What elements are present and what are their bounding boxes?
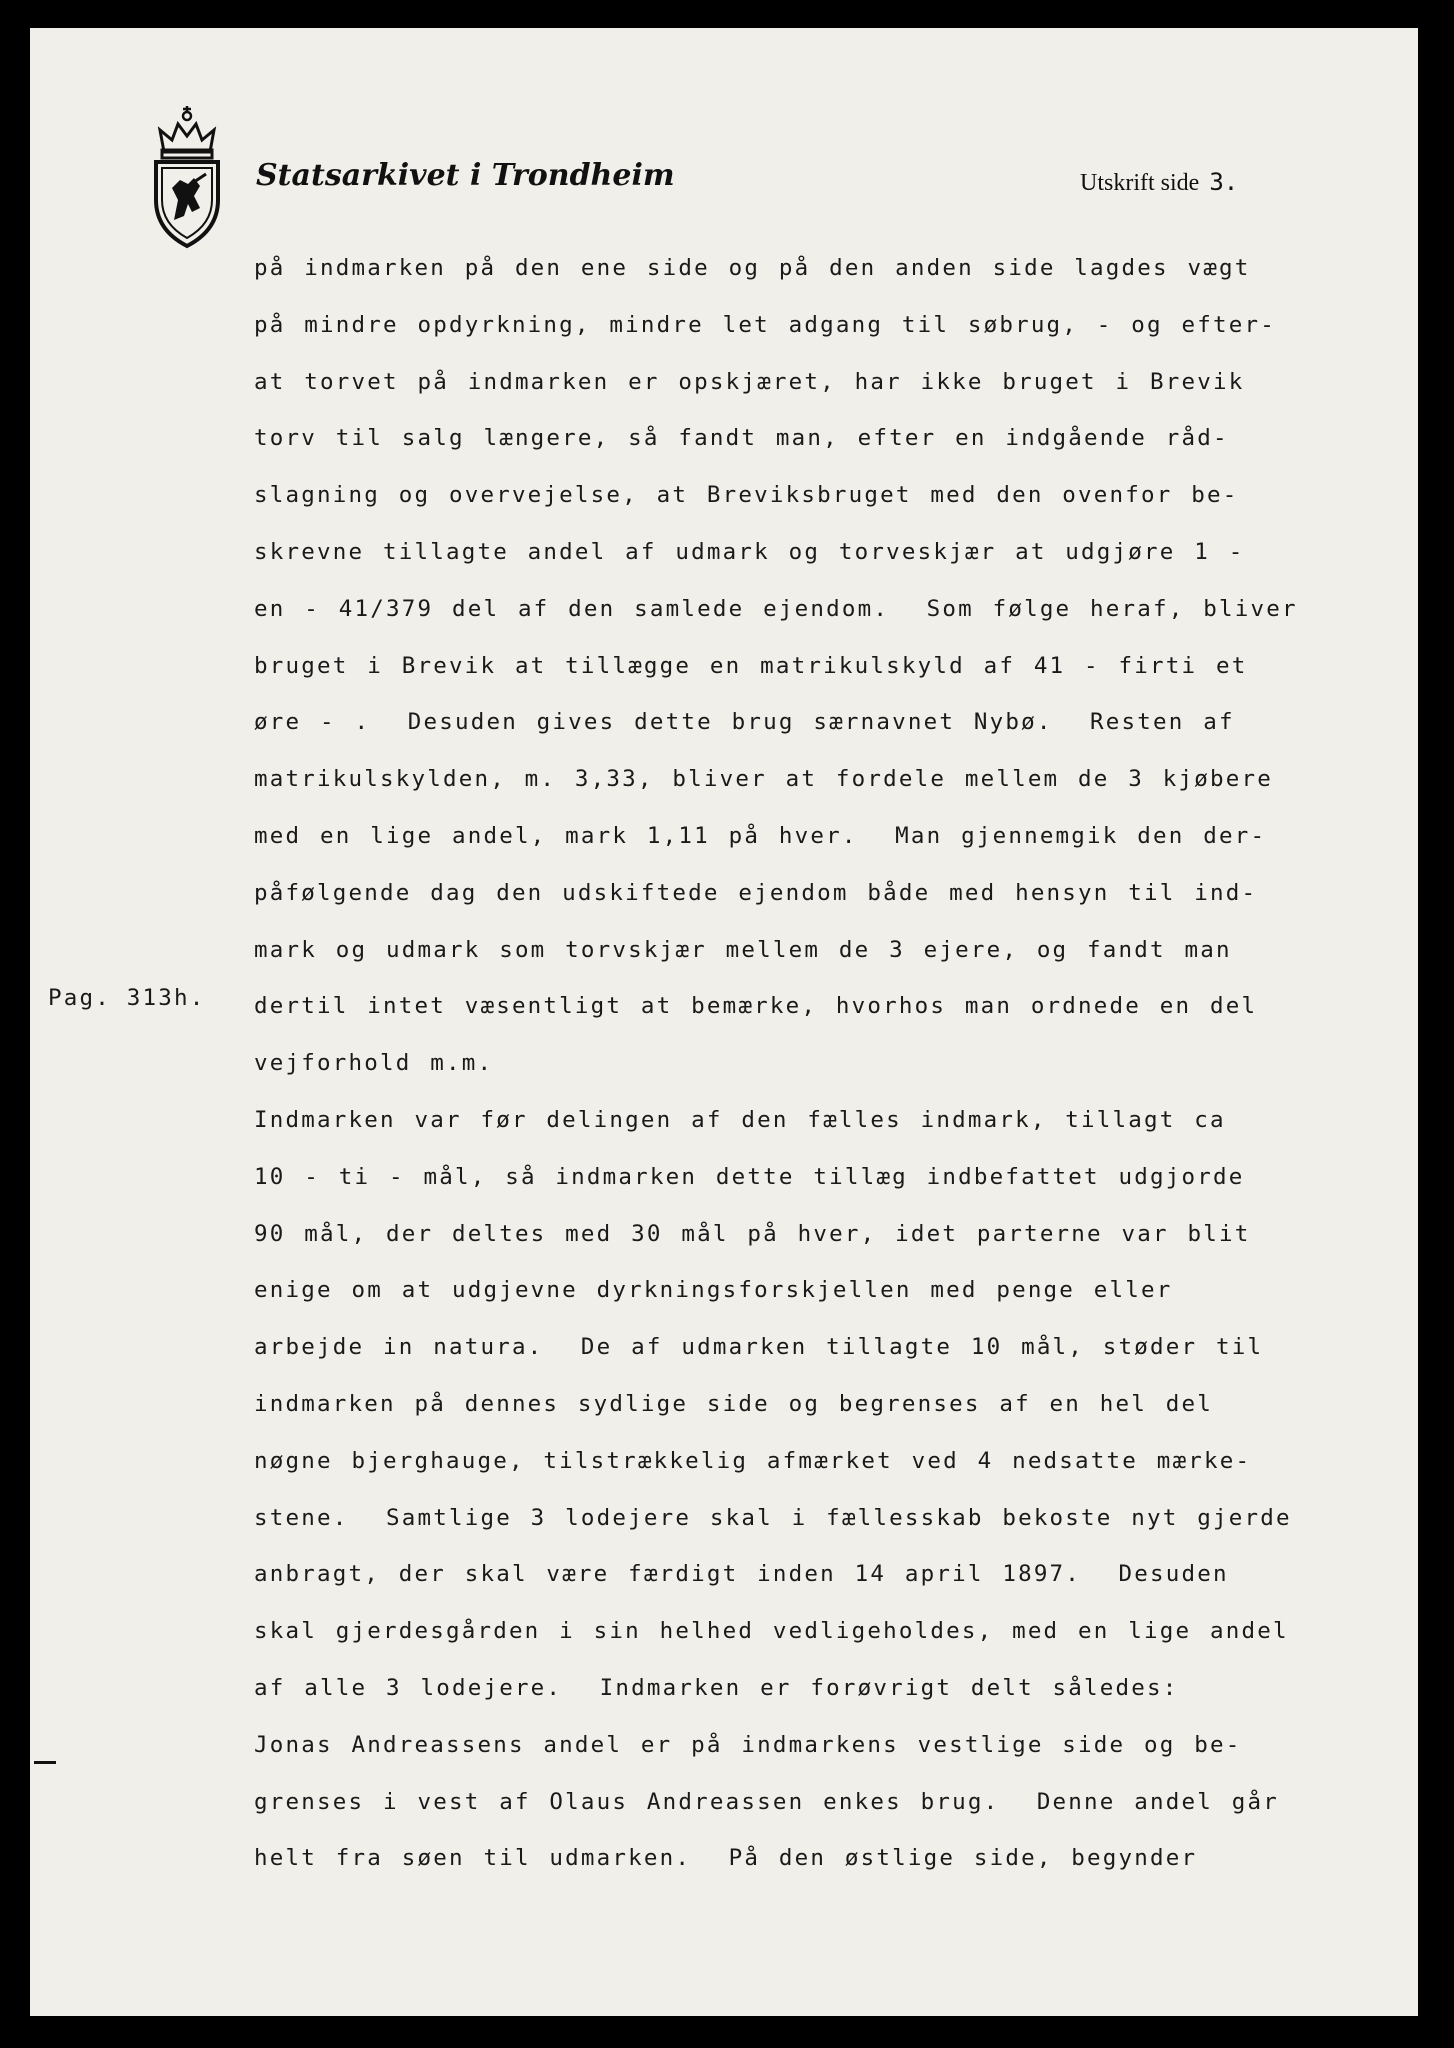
text-line: bruget i Brevik at tillægge en matrikulskyld af 41 - firti et <box>254 652 1248 679</box>
margin-page-reference: Pag. 313h. <box>48 985 206 1011</box>
text-line: 10 - ti - mål, så indmarken dette tillæg indbefattet udgjorde <box>254 1163 1245 1190</box>
margin-dash-mark <box>34 1761 56 1764</box>
text-line: nøgne bjerghauge, tilstrækkelig afmærket ved 4 nedsatte mærke- <box>254 1447 1252 1474</box>
text-line: på mindre opdyrkning, mindre let adgang til søbrug, - og efter- <box>254 311 1277 338</box>
text-line: påfølgende dag den udskiftede ejendom både med hensyn til ind- <box>254 879 1258 906</box>
text-line: øre - . Desuden gives dette brug særnavnet Nybø. Resten af <box>254 709 1235 736</box>
text-line: af alle 3 lodejere. Indmarken er forøvrigt delt således: <box>254 1674 1179 1701</box>
text-line: dertil intet væsentligt at bemærke, hvorhos man ordnede en del <box>254 993 1258 1020</box>
document-page <box>30 28 1418 2016</box>
text-line: 90 mål, der deltes med 30 mål på hver, idet parterne var blit <box>254 1220 1251 1247</box>
text-line: slagning og overvejelse, at Breviksbruget med den ovenfor be- <box>254 482 1239 509</box>
document-body <box>254 240 1384 1887</box>
text-line: arbejde in natura. De af udmarken tillagte 10 mål, støder til <box>254 1334 1264 1361</box>
text-line: torv til salg længere, så fandt man, efter en indgående råd- <box>254 425 1229 452</box>
text-line: Jonas Andreassens andel er på indmarkens vestlige side og be- <box>254 1731 1242 1758</box>
text-line: anbragt, der skal være færdigt inden 14 april 1897. Desuden <box>254 1561 1229 1588</box>
page-number: 3. <box>1209 168 1239 196</box>
text-line: en - 41/379 del af den samlede ejendom. Som følge heraf, bliver <box>254 595 1298 622</box>
norwegian-coat-of-arms-icon <box>148 100 226 250</box>
text-line: på indmarken på den ene side og på den anden side lagdes vægt <box>254 255 1251 281</box>
page-label: Utskrift side <box>1080 170 1200 196</box>
text-line: med en lige andel, mark 1,11 på hver. Man gjennemgik den der- <box>254 822 1267 849</box>
text-line: skrevne tillagte andel af udmark og torveskjær at udgjøre 1 - <box>254 538 1245 565</box>
text-line: matrikulskylden, m. 3,33, bliver at fordele mellem de 3 kjøbere <box>254 766 1274 793</box>
text-line: stene. Samtlige 3 lodejere skal i fællesskab bekoste nyt gjerde <box>254 1504 1292 1531</box>
text-line: grenses i vest af Olaus Andreassen enkes brug. Denne andel går <box>254 1788 1280 1815</box>
text-line: enige om at udgjevne dyrkningsforskjellen med penge eller <box>254 1277 1173 1304</box>
text-line: indmarken på dennes sydlige side og begrenses af en hel del <box>254 1390 1214 1417</box>
text-line: helt fra søen til udmarken. På den østlige side, begynder <box>254 1845 1198 1872</box>
text-line: at torvet på indmarken er opskjæret, har ikke bruget i Brevik <box>254 368 1245 395</box>
text-line: mark og udmark som torvskjær mellem de 3 ejere, og fandt man <box>254 936 1232 963</box>
archive-name: Statsarkivet i Trondheim <box>256 158 675 193</box>
text-line: vejforhold m.m. <box>254 1050 494 1077</box>
text-line: skal gjerdesgården i sin helhed vedligeholdes, med en lige andel <box>254 1618 1289 1645</box>
text-line: Indmarken var før delingen af den fælles indmark, tillagt ca <box>254 1106 1226 1133</box>
page-indicator <box>1080 168 1238 197</box>
